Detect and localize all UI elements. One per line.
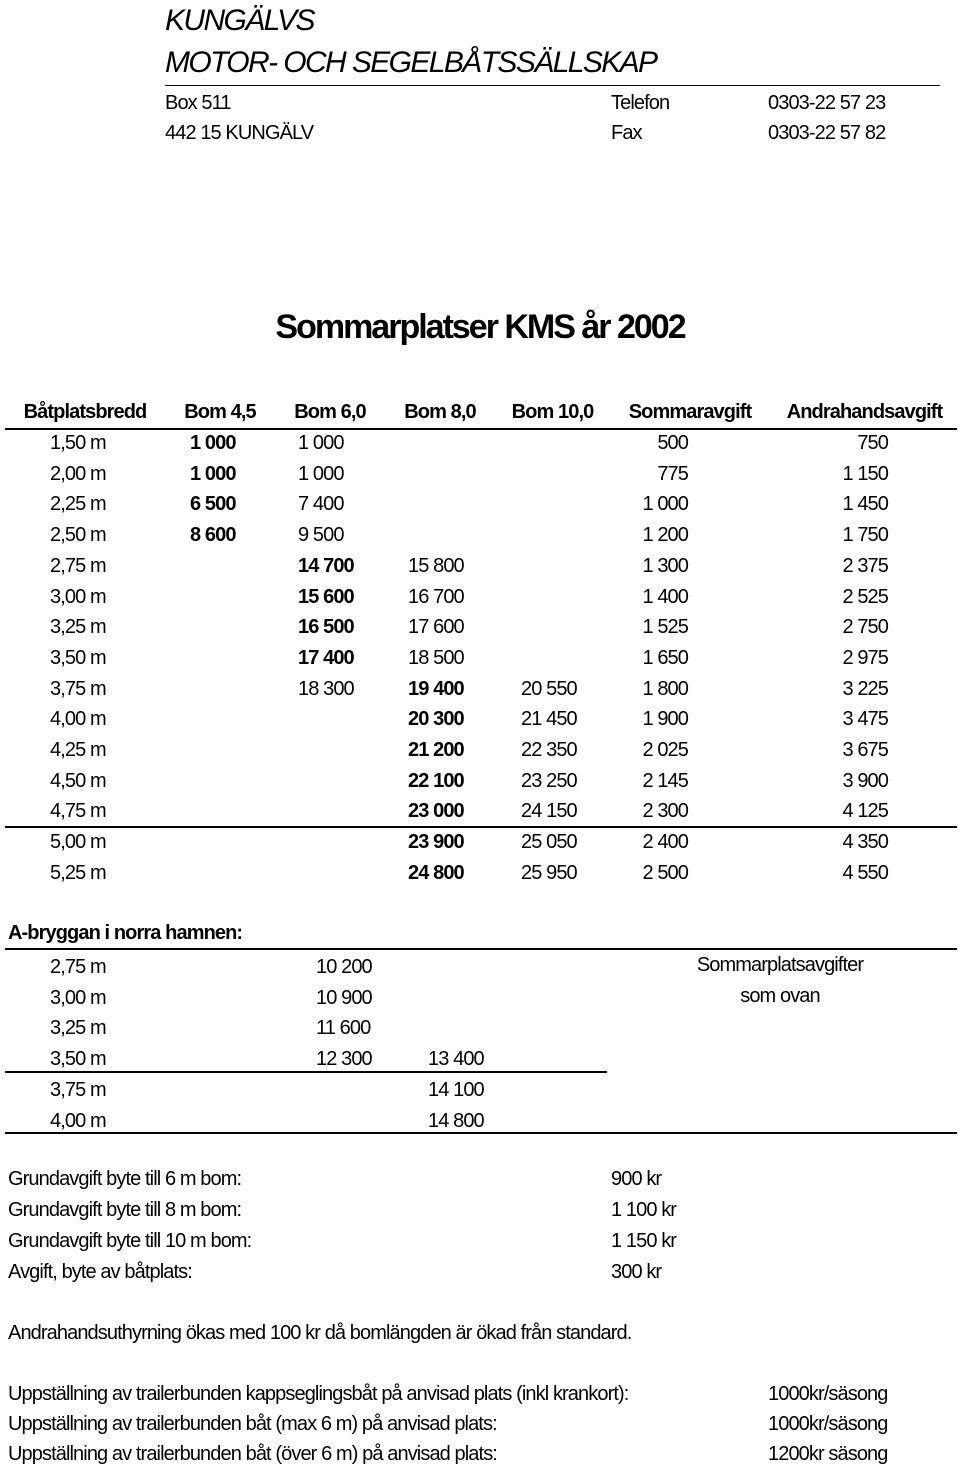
table-row [0,461,960,492]
cell-size: 2,50 m [50,524,106,547]
cell-second: 3 475 [842,708,888,731]
cell-size: 2,75 m [50,554,106,577]
org-name-line1: KUNGÄLVS [165,4,314,37]
fee-label-8m: Grundavgift byte till 8 m bom: [8,1199,242,1221]
cell-size: 3,50 m [50,646,106,669]
cell-b100: 23 250 [521,769,577,792]
cell-summer: 2 500 [642,861,688,884]
header-bom-60: Bom 6,0 [294,401,366,423]
cell-b100: 25 950 [521,861,577,884]
table-row [0,768,960,799]
trailer-label-racing: Uppställning av trailerbunden kappseglingsbåt på anvisad plats (inkl krankort): [8,1383,629,1405]
cell-summer: 1 800 [642,677,688,700]
table-row [0,860,960,891]
trailer-value-racing: 1000kr/säsong [768,1383,888,1405]
cell-size: 5,25 m [50,861,106,884]
cell-b80: 23 900 [408,831,464,854]
table-row [0,706,960,737]
table-row [0,491,960,522]
fee-label-10m: Grundavgift byte till 10 m bom: [8,1230,252,1252]
fee-value-swap: 300 kr [611,1261,662,1283]
cell-b60: 1 000 [298,432,344,454]
fax-number: 0303-22 57 82 [768,122,886,144]
table-row [0,798,960,829]
table-mid-rule [5,826,957,828]
cell-b100: 24 150 [521,800,577,823]
abryggan-row [0,1015,960,1046]
cell-second: 750 [857,432,888,454]
cell-second: 4 350 [842,831,888,854]
table-row [0,614,960,645]
header-bom-100: Bom 10,0 [511,401,594,423]
abryggan-cell-c1: 11 600 [316,1017,371,1040]
phone-label: Telefon [611,92,670,114]
cell-size: 4,75 m [50,800,106,823]
cell-b45: 8 600 [190,524,236,547]
header-boat-width: Båtplatsbredd [23,401,147,423]
abryggan-cell-size: 3,25 m [50,1017,106,1040]
abryggan-note-line2: som ovan [740,985,820,1007]
table-row [0,829,960,860]
address-line1: Box 511 [165,92,231,114]
header-bom-80: Bom 8,0 [404,401,476,423]
abryggan-cell-c2: 13 400 [428,1048,484,1071]
cell-second: 2 375 [842,554,888,577]
abryggan-note-line1: Sommarplatsavgifter [696,954,864,976]
cell-second: 1 750 [842,524,888,547]
cell-size: 4,50 m [50,769,106,792]
cell-second: 1 450 [842,493,888,516]
cell-b60: 15 600 [298,585,354,608]
abryggan-cell-size: 3,75 m [50,1078,106,1101]
cell-second: 2 975 [842,646,888,669]
cell-b60: 16 500 [298,616,354,639]
table-row [0,430,960,461]
header-bom-45: Bom 4,5 [184,401,256,423]
table-row [0,522,960,553]
cell-b80: 16 700 [408,585,464,608]
cell-b60: 1 000 [298,462,344,485]
cell-summer: 500 [657,432,688,454]
cell-size: 1,50 m [50,432,106,454]
fee-label-swap: Avgift, byte av båtplats: [8,1261,192,1283]
cell-b80: 24 800 [408,861,464,884]
price-table-header [0,398,960,428]
cell-summer: 2 145 [642,769,688,792]
cell-b45: 1 000 [190,462,236,485]
trailer-value-over6: 1200kr säsong [768,1443,888,1465]
header-summer-fee: Sommaravgift [628,401,752,423]
fee-value-8m: 1 100 kr [611,1199,677,1221]
abryggan-heading: A-bryggan i norra hamnen: [8,922,243,944]
abryggan-inner-rule [5,1071,607,1073]
sublet-note: Andrahandsuthyrning ökas med 100 kr då bomlängden är ökad från standard. [8,1322,632,1344]
abryggan-row [0,1077,960,1108]
cell-size: 3,75 m [50,677,106,700]
cell-b80: 21 200 [408,739,464,761]
phone-number: 0303-22 57 23 [768,92,886,114]
cell-b100: 22 350 [521,739,577,761]
cell-summer: 1 650 [642,646,688,669]
cell-b60: 14 700 [298,554,354,577]
trailer-value-max6: 1000kr/säsong [768,1413,888,1435]
fax-label: Fax [611,122,642,144]
cell-b80: 15 800 [408,554,464,577]
cell-second: 2 750 [842,616,888,639]
cell-b100: 21 450 [521,708,577,731]
header-sublet-fee: Andrahandsavgift [786,401,943,423]
cell-b80: 23 000 [408,800,464,823]
cell-b60: 18 300 [298,677,354,700]
cell-second: 1 150 [842,462,888,485]
trailer-label-max6: Uppställning av trailerbunden båt (max 6 m) på anvisad plats: [8,1413,497,1435]
cell-summer: 2 400 [642,831,688,854]
cell-second: 3 675 [842,739,888,761]
cell-size: 3,00 m [50,585,106,608]
abryggan-cell-c2: 14 800 [428,1109,484,1132]
cell-summer: 2 300 [642,800,688,823]
cell-b80: 18 500 [408,646,464,669]
cell-size: 4,00 m [50,708,106,731]
cell-second: 3 225 [842,677,888,700]
table-row [0,553,960,584]
fee-value-10m: 1 150 kr [611,1230,677,1252]
cell-size: 4,25 m [50,739,106,761]
cell-b80: 17 600 [408,616,464,639]
abryggan-cell-size: 3,00 m [50,986,106,1009]
header-rule [165,85,940,86]
trailer-label-over6: Uppställning av trailerbunden båt (över 6 m) på anvisad plats: [8,1443,497,1465]
page-title: Sommarplatser KMS år 2002 [275,308,685,346]
abryggan-cell-c1: 12 300 [316,1048,372,1071]
cell-b45: 6 500 [190,493,236,516]
org-name-line2: MOTOR- OCH SEGELBÅTSSÄLLSKAP [165,46,657,79]
cell-b80: 19 400 [408,677,464,700]
abryggan-cell-size: 4,00 m [50,1109,106,1132]
cell-summer: 1 900 [642,708,688,731]
cell-summer: 2 025 [642,739,688,761]
cell-size: 2,00 m [50,462,106,485]
table-row [0,676,960,707]
table-row [0,584,960,615]
fee-label-6m: Grundavgift byte till 6 m bom: [8,1168,242,1190]
cell-b60: 7 400 [298,493,344,516]
cell-summer: 1 200 [642,524,688,547]
abryggan-cell-size: 2,75 m [50,956,106,978]
address-line2: 442 15 KUNGÄLV [165,122,314,144]
cell-size: 3,25 m [50,616,106,639]
table-row [0,737,960,768]
fee-value-6m: 900 kr [611,1168,662,1190]
abryggan-heading-rule [5,948,957,950]
cell-summer: 1 525 [642,616,688,639]
cell-b80: 20 300 [408,708,464,731]
cell-b80: 22 100 [408,769,464,792]
abryggan-cell-c2: 14 100 [428,1078,484,1101]
abryggan-cell-size: 3,50 m [50,1048,106,1071]
cell-second: 3 900 [842,769,888,792]
cell-b100: 20 550 [521,677,577,700]
cell-second: 2 525 [842,585,888,608]
cell-b60: 17 400 [298,646,354,669]
cell-summer: 1 400 [642,585,688,608]
cell-size: 5,00 m [50,831,106,854]
cell-b100: 25 050 [521,831,577,854]
cell-second: 4 550 [842,861,888,884]
abryggan-cell-c1: 10 200 [316,956,372,978]
cell-size: 2,25 m [50,493,106,516]
cell-summer: 1 000 [642,493,688,516]
cell-summer: 775 [657,462,688,485]
cell-summer: 1 300 [642,554,688,577]
cell-second: 4 125 [842,800,888,823]
abryggan-bottom-rule [5,1132,957,1134]
cell-b60: 9 500 [298,524,344,547]
abryggan-cell-c1: 10 900 [316,986,372,1009]
table-row [0,645,960,676]
cell-b45: 1 000 [190,432,236,454]
